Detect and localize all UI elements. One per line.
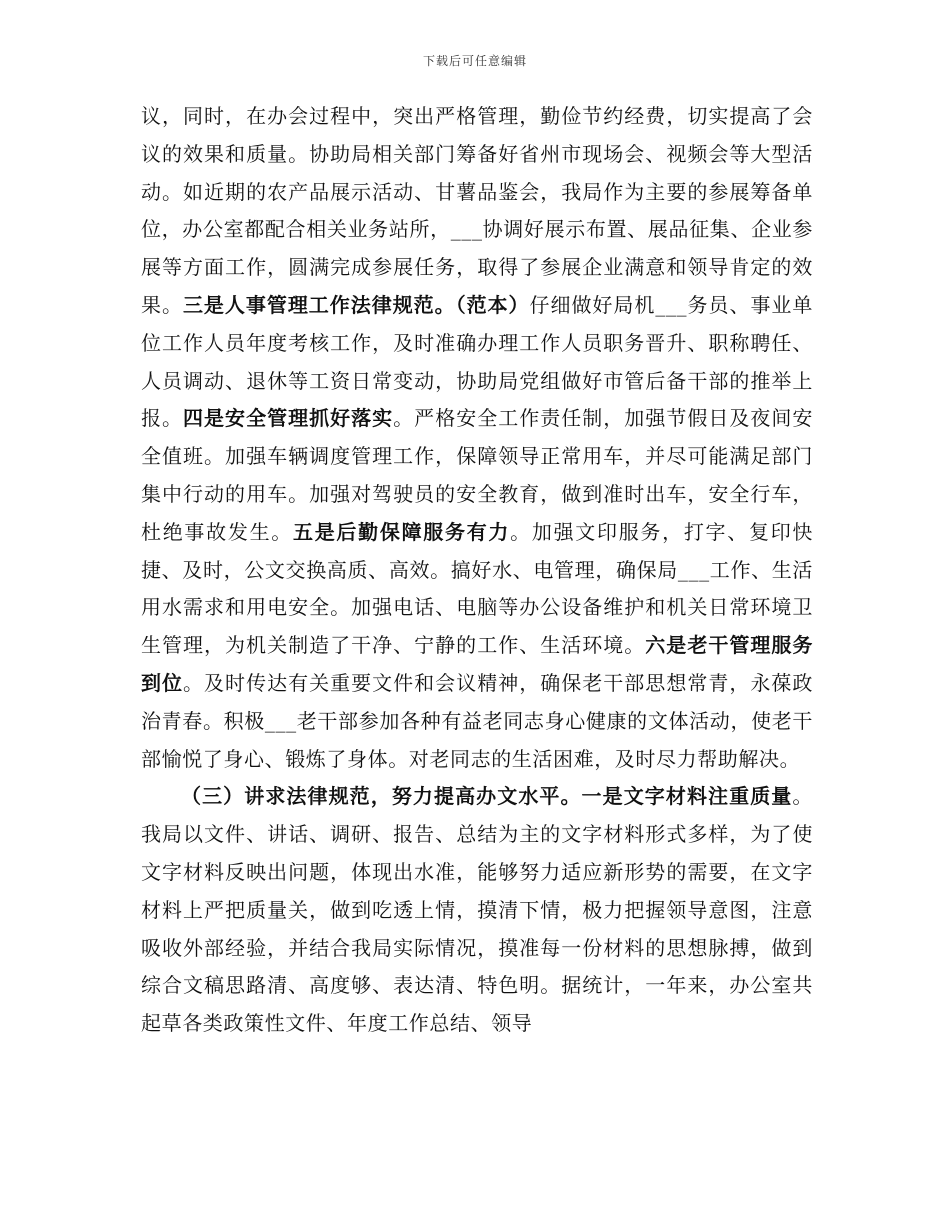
page-header-note: 下载后可任意编辑 bbox=[422, 54, 527, 68]
paragraph-2 bbox=[141, 778, 813, 1043]
bold-heading-run: 三是人事管理工作法律规范。（范本） bbox=[182, 292, 530, 317]
text-run: 。我局以文件、讲话、调研、报告、总结为主的文字材料形式多样，为了使文字材料反映出问题，体现出水准，能够努力适应新形势的需要，在文字材料上严把质量关，做到吃透上情，摸清下情，极力把握领导意图，注意吸收外部经验，并结合我局实际情况，摸准每一份材料的思想脉搏，做到综合文稿思路清、高度够、表达清、特色明。据统计，一年来，办公室共起草各类政策性文件、年度工作总结、领导 bbox=[141, 784, 813, 1036]
text-run: 。及时传达有关重要文件和会议精神，确保老干部思想常青，永葆政治青春。积极___老干部参加各种有益老同志身心健康的文体活动，使老干部愉悦了身心、锻炼了身体。对老同志的生活困难，及时尽力帮助解决。 bbox=[141, 670, 814, 771]
bold-heading-run: 五是后勤保障服务有力 bbox=[293, 519, 511, 544]
text-run: 议，同时，在办会过程中，突出严格管理，勤俭节约经费，切实提高了会议的效果和质量。协助局相关部门筹备好省州市现场会、视频会等大型活动。如近期的农产品展示活动、甘薯品鉴会，我局作为主要的参展筹备单位，办公室都配合相关业务站所，___协调好展示布置、展品征集、企业参展等方面工作，圆满完成参展任务，取得了参展企业满意和领导肯定的效果。 bbox=[141, 104, 813, 317]
text-run: 。加强文印服务，打字、复印快捷、及时，公文交换高质、高效。搞好水、电管理，确保局___工作、生活用水需求和用电安全。加强电话、电脑等办公设备维护和机关日常环境卫生管理，为机关制造了干净、宁静的工作、生活环境。 bbox=[141, 519, 814, 658]
document-body bbox=[141, 98, 813, 1043]
text-run: 仔细做好局机___务员、事业单位工作人员年度考核工作，及时准确办理工作人员职务晋升、职称聘任、人员调动、退休等工资日常变动，协助局党组做好市管后备干部的推举上报。 bbox=[141, 292, 814, 431]
bold-heading-run: （三）讲求法律规范，努力提高办文水平。一是文字材料注重质量 bbox=[181, 784, 793, 809]
bold-heading-run: 四是安全管理抓好落实 bbox=[183, 406, 394, 431]
bold-heading-run: 六是老干管理服务到位 bbox=[141, 633, 813, 695]
text-run: 。严格安全工作责任制，加强节假日及夜间安全值班。加强车辆调度管理工作，保障领导正常用车，并尽可能满足部门集中行动的用车。加强对驾驶员的安全教育，做到准时出车，安全行车，杜绝事故发生。 bbox=[141, 406, 814, 544]
paragraph-1 bbox=[141, 98, 813, 778]
